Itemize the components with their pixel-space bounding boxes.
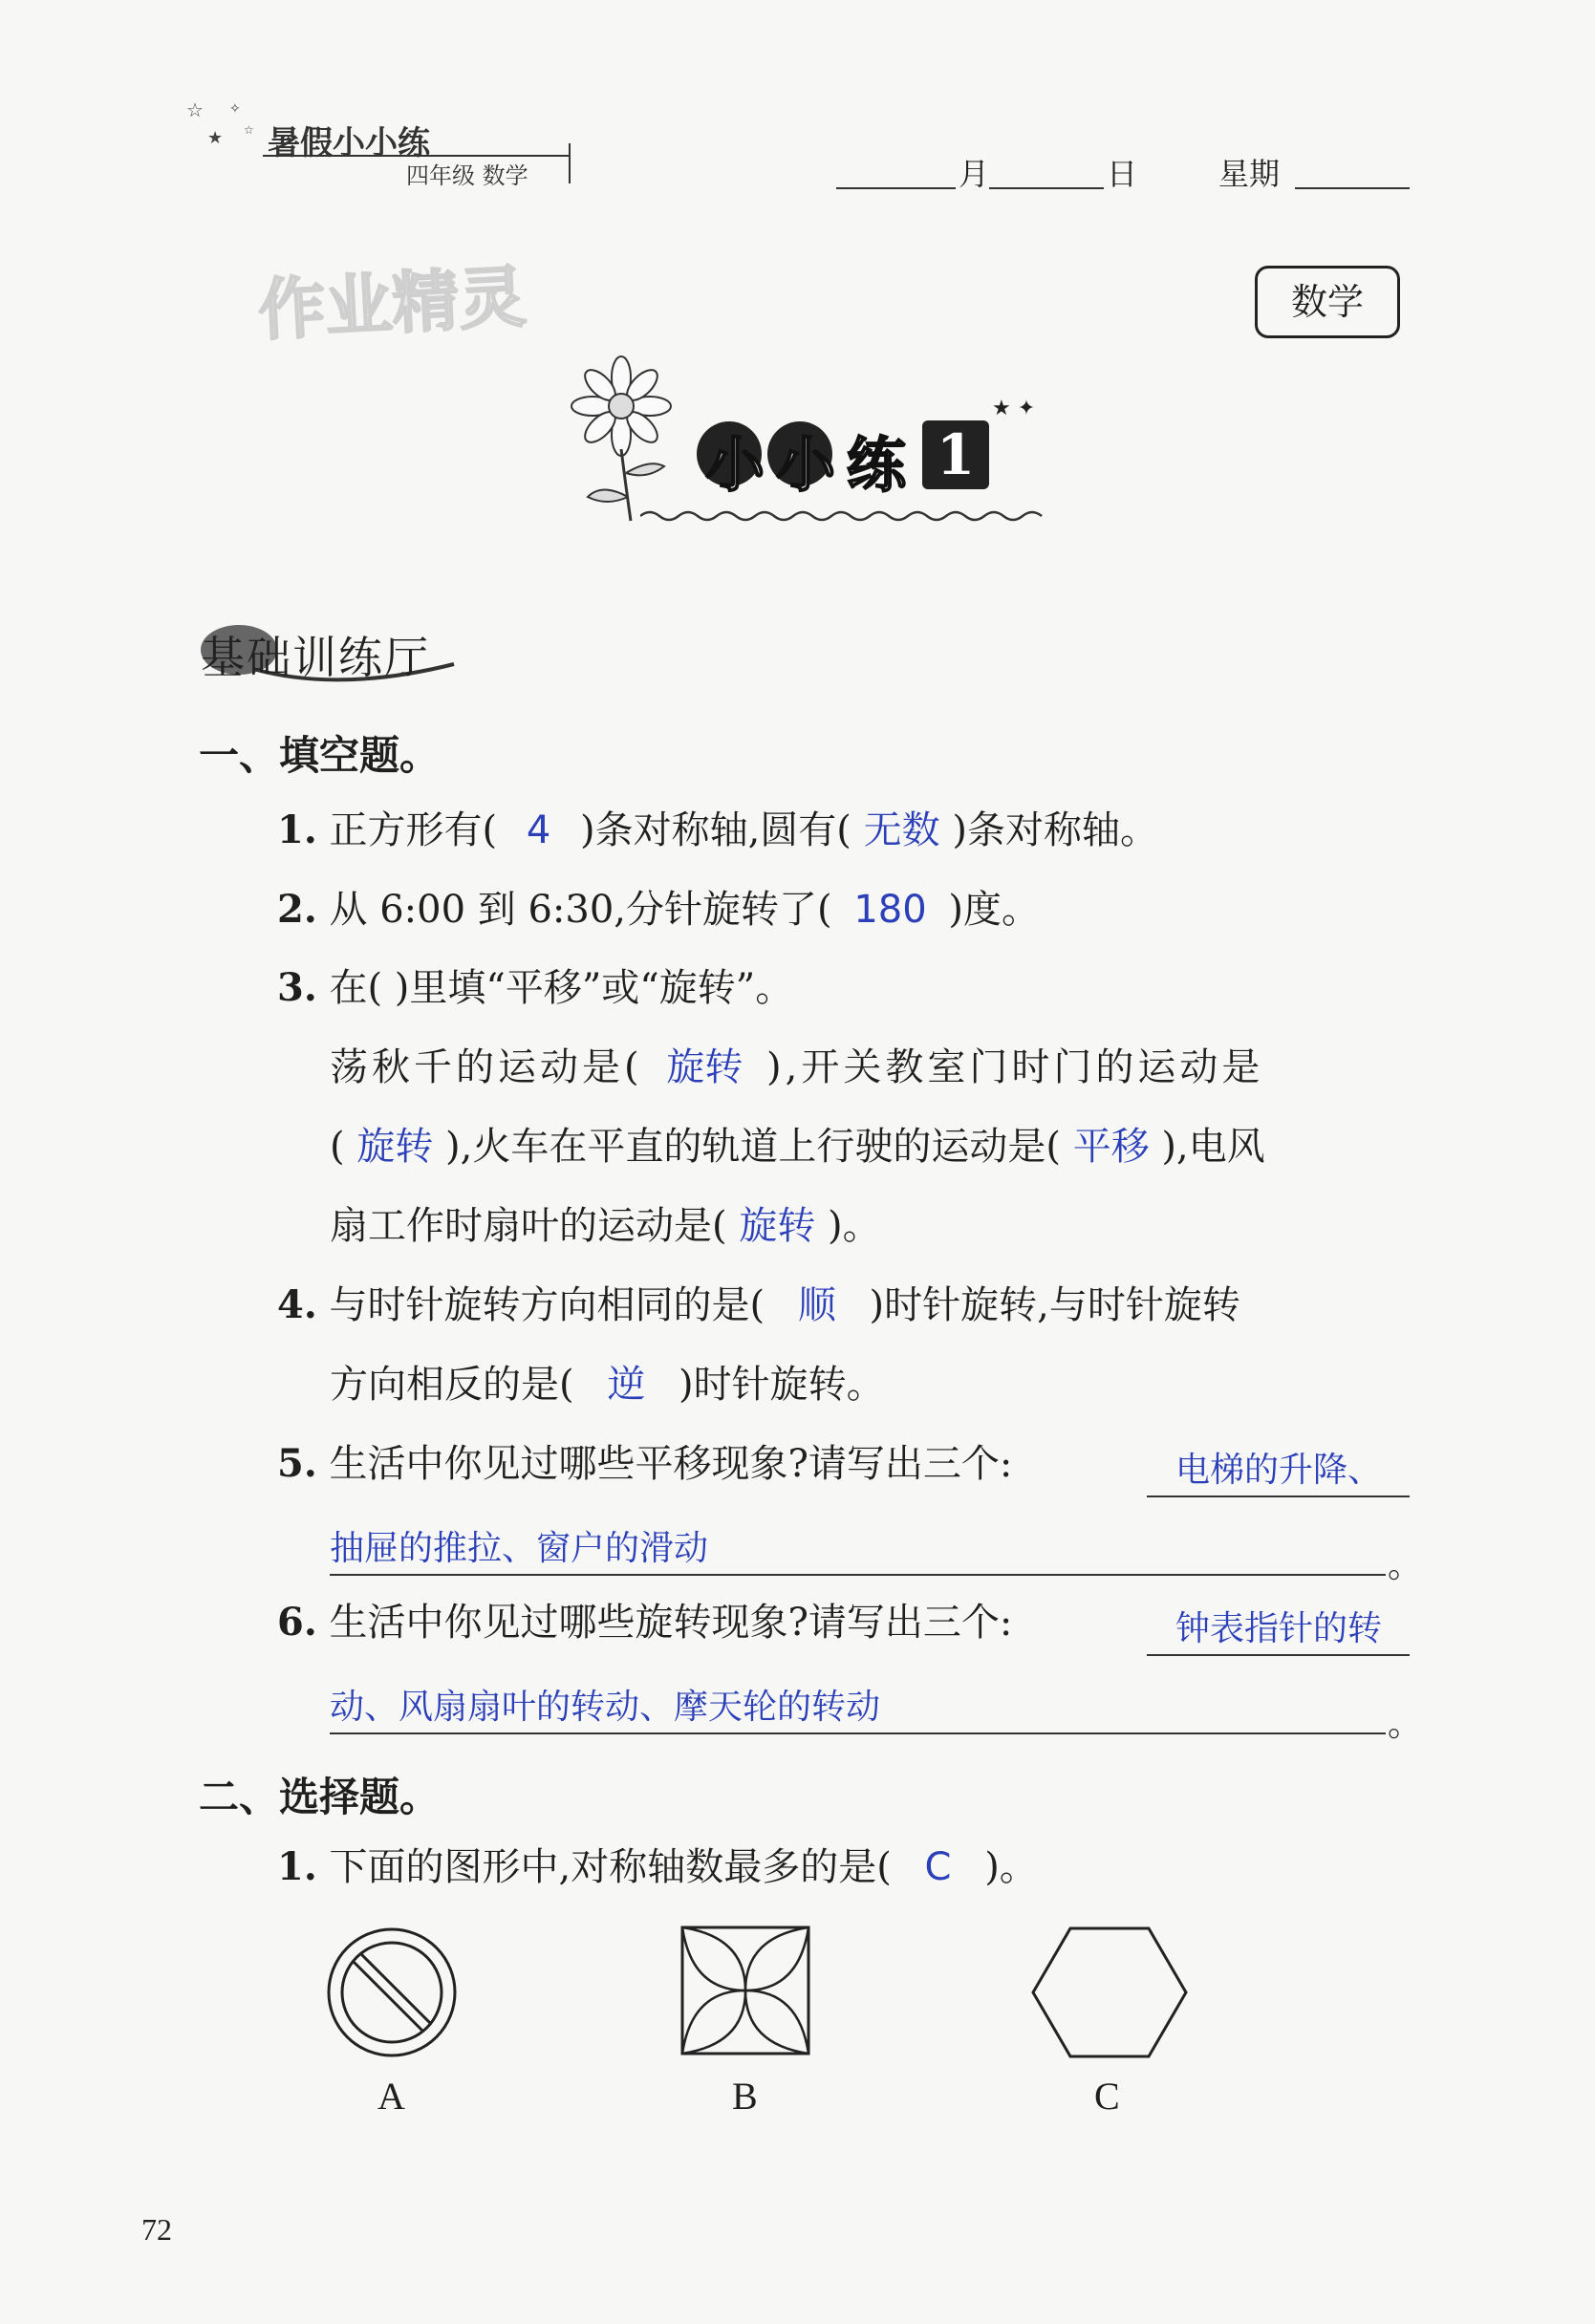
training-title: 基础训练厅	[201, 632, 430, 683]
answer[interactable]: 旋转	[666, 1045, 744, 1089]
q-text: 扇工作时扇叶的运动是(	[330, 1204, 727, 1248]
answer-line[interactable]	[330, 1574, 1386, 1576]
q-text: ),电风	[1161, 1125, 1265, 1169]
q-text: )时针旋转。	[679, 1363, 885, 1407]
subject-badge	[1255, 266, 1400, 338]
book-title: 暑假小小练	[268, 124, 430, 162]
s1-q4-line2	[330, 1362, 885, 1408]
day-blank[interactable]	[989, 187, 1104, 189]
answer[interactable]: 旋转	[356, 1125, 434, 1169]
answer[interactable]: 抽屉的推拉、窗户的滑动	[330, 1529, 709, 1568]
banner-number: 1	[936, 422, 976, 487]
q-text: ),火车在平直的轨道上行驶的运动是(	[445, 1125, 1061, 1169]
answer[interactable]: 无数	[863, 808, 940, 852]
watermark: 作业精灵	[256, 257, 528, 351]
subject-badge-text: 数学	[1290, 281, 1364, 323]
q-text: )条对称轴,圆有(	[579, 808, 851, 852]
q-number: 4.	[277, 1282, 317, 1327]
month-label: 月	[959, 156, 990, 192]
q-text: )。	[984, 1845, 1038, 1889]
period: 。	[1388, 1705, 1423, 1744]
q-number: 3.	[277, 965, 317, 1010]
stars-decoration-icon	[186, 96, 263, 153]
option-b-label[interactable]: B	[732, 2075, 758, 2118]
s1-q5	[277, 1441, 1012, 1487]
answer[interactable]: 动、风扇扇叶的转动、摩天轮的转动	[330, 1688, 881, 1727]
answer[interactable]: C	[924, 1845, 952, 1889]
q-number: 5.	[277, 1441, 317, 1486]
q-text: )度。	[948, 888, 1041, 932]
answer-line[interactable]	[1147, 1496, 1410, 1497]
answer[interactable]: 钟表指针的转	[1175, 1609, 1383, 1648]
figure-hexagon	[1030, 1926, 1189, 2063]
banner-number-box	[922, 420, 989, 489]
q-text: )条对称轴。	[952, 808, 1158, 852]
answer-line[interactable]	[1147, 1654, 1410, 1656]
option-a-label[interactable]: A	[377, 2075, 405, 2118]
q-text: (	[330, 1125, 345, 1169]
q-text: 生活中你见过哪些旋转现象?请写出三个:	[329, 1601, 1013, 1645]
answer-line[interactable]	[330, 1732, 1386, 1734]
answer[interactable]: 4	[526, 808, 551, 852]
q-text: 方向相反的是(	[330, 1363, 574, 1407]
s1-q3	[277, 965, 793, 1011]
q-text: 下面的图形中,对称轴数最多的是(	[329, 1845, 892, 1889]
s1-q2	[277, 887, 1040, 933]
s1-q4	[277, 1282, 1240, 1328]
svg-text:☆: ☆	[244, 123, 254, 137]
answer[interactable]: 180	[853, 888, 927, 932]
flower-icon	[559, 354, 683, 526]
banner-stars-icon: ★ ✦	[992, 397, 1036, 420]
weekday-blank[interactable]	[1295, 187, 1410, 189]
q-text: 与时针旋转方向相同的是(	[329, 1283, 765, 1327]
book-subtitle: 四年级 数学	[406, 162, 528, 189]
q-text: 生活中你见过哪些平移现象?请写出三个:	[329, 1442, 1013, 1486]
q-text: 正方形有(	[329, 808, 498, 852]
svg-text:☆: ☆	[186, 98, 204, 121]
month-blank[interactable]	[836, 187, 956, 189]
option-c-label[interactable]: C	[1094, 2075, 1120, 2118]
banner-wave-line	[640, 506, 1051, 529]
q-number: 1.	[277, 807, 317, 852]
period: 。	[1388, 1546, 1423, 1585]
figure-circle-with-bar	[325, 1926, 459, 2063]
section2-title: 二、选择题。	[199, 1774, 441, 1820]
q-text: )时针旋转,与时针旋转	[869, 1283, 1240, 1327]
svg-text:★: ★	[207, 128, 224, 148]
answer[interactable]: 平移	[1072, 1125, 1150, 1169]
s1-q3-line1	[330, 1044, 1263, 1090]
s2-q1	[277, 1844, 1038, 1890]
banner-title: 小小练	[705, 430, 918, 500]
s1-q3-line2	[330, 1124, 1265, 1170]
svg-text:✧: ✧	[229, 101, 241, 117]
s1-q6	[277, 1600, 1012, 1646]
answer[interactable]: 旋转	[739, 1204, 816, 1248]
q-text: )。	[828, 1204, 881, 1248]
q-number: 2.	[277, 887, 317, 932]
section1-title: 一、填空题。	[199, 732, 441, 779]
answer[interactable]: 逆	[607, 1363, 646, 1407]
q-text: 从 6:00 到 6:30,分针旋转了(	[329, 888, 832, 932]
s1-q3-line3	[330, 1203, 881, 1249]
answer[interactable]: 顺	[797, 1283, 836, 1327]
q-text: 荡秋千的运动是(	[330, 1045, 643, 1089]
header-vertical-bar	[569, 143, 571, 183]
q-text: ),开关教室门时门的运动是	[766, 1045, 1264, 1089]
weekday-label: 星期	[1218, 156, 1281, 192]
day-label: 日	[1107, 156, 1138, 192]
page-number: 72	[141, 2212, 172, 2247]
q-number: 6.	[277, 1600, 317, 1645]
s1-q1	[277, 807, 1158, 853]
figure-square-with-petals	[680, 1926, 810, 2059]
q-text: 在( )里填“平移”或“旋转”。	[329, 966, 794, 1010]
answer[interactable]: 电梯的升降、	[1175, 1451, 1383, 1490]
q-number: 1.	[277, 1844, 317, 1889]
